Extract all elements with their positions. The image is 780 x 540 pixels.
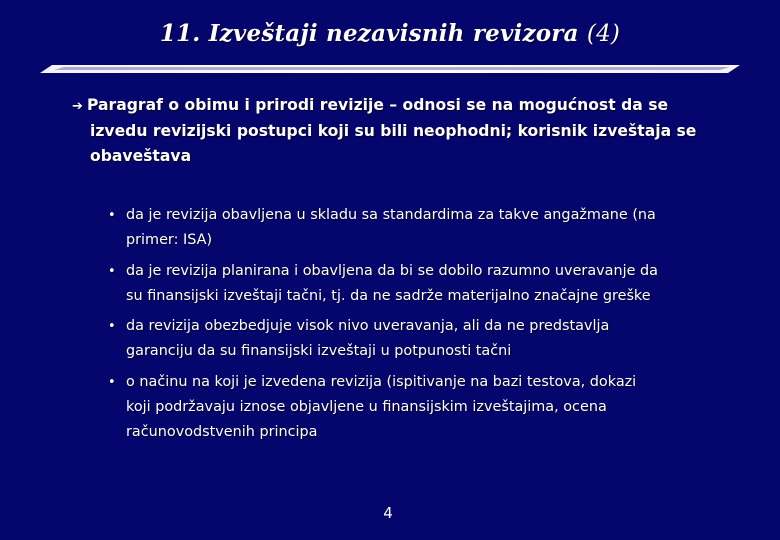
list-item <box>108 370 748 445</box>
slide-title-number: (4) <box>586 21 621 47</box>
bullet-icon: • <box>108 319 116 334</box>
list-item-line: su finansijski izveštaji tačni, tj. da ne sadrže materijalno značajne greške <box>126 288 651 304</box>
list-item-line: koji podržavaju iznose objavljene u finansijskim izveštajima, ocena <box>126 399 607 415</box>
list-item <box>108 203 748 253</box>
lead-line: obaveštava <box>90 147 192 165</box>
list-item <box>108 314 748 364</box>
arrow-right-icon: ➔ <box>72 99 83 114</box>
slide-title-text: 11. Izveštaji nezavisnih revizora <box>159 20 579 47</box>
bullet-icon: • <box>108 375 116 390</box>
list-item-line: da je revizija obavljena u skladu sa standardima za takve angažmane (na <box>126 207 656 223</box>
page-number: 4 <box>383 504 393 522</box>
lead-line: izvedu revizijski postupci koji su bili neophodni; korisnik izveštaja se <box>90 122 697 140</box>
list-item-line: da je revizija planirana i obavljena da bi se dobilo razumno uveravanje da <box>126 263 658 279</box>
bullet-icon: • <box>108 264 116 279</box>
bullet-icon: • <box>108 208 116 223</box>
list-item-line: da revizija obezbedjuje visok nivo uveravanja, ali da ne predstavlja <box>126 318 610 334</box>
list-item-line: primer: ISA) <box>126 232 213 248</box>
lead-line-text: Paragraf o obimu i prirodi revizije – odnosi se na mogućnost da se <box>87 96 669 114</box>
list-item-line: o načinu na koji je izvedena revizija (ispitivanje na bazi testova, dokazi <box>126 374 637 390</box>
list-item-line: garanciju da su finansijski izveštaji u potpunosti tačni <box>126 343 512 359</box>
list-item-line: računovodstvenih principa <box>126 424 318 440</box>
list-item <box>108 259 748 309</box>
